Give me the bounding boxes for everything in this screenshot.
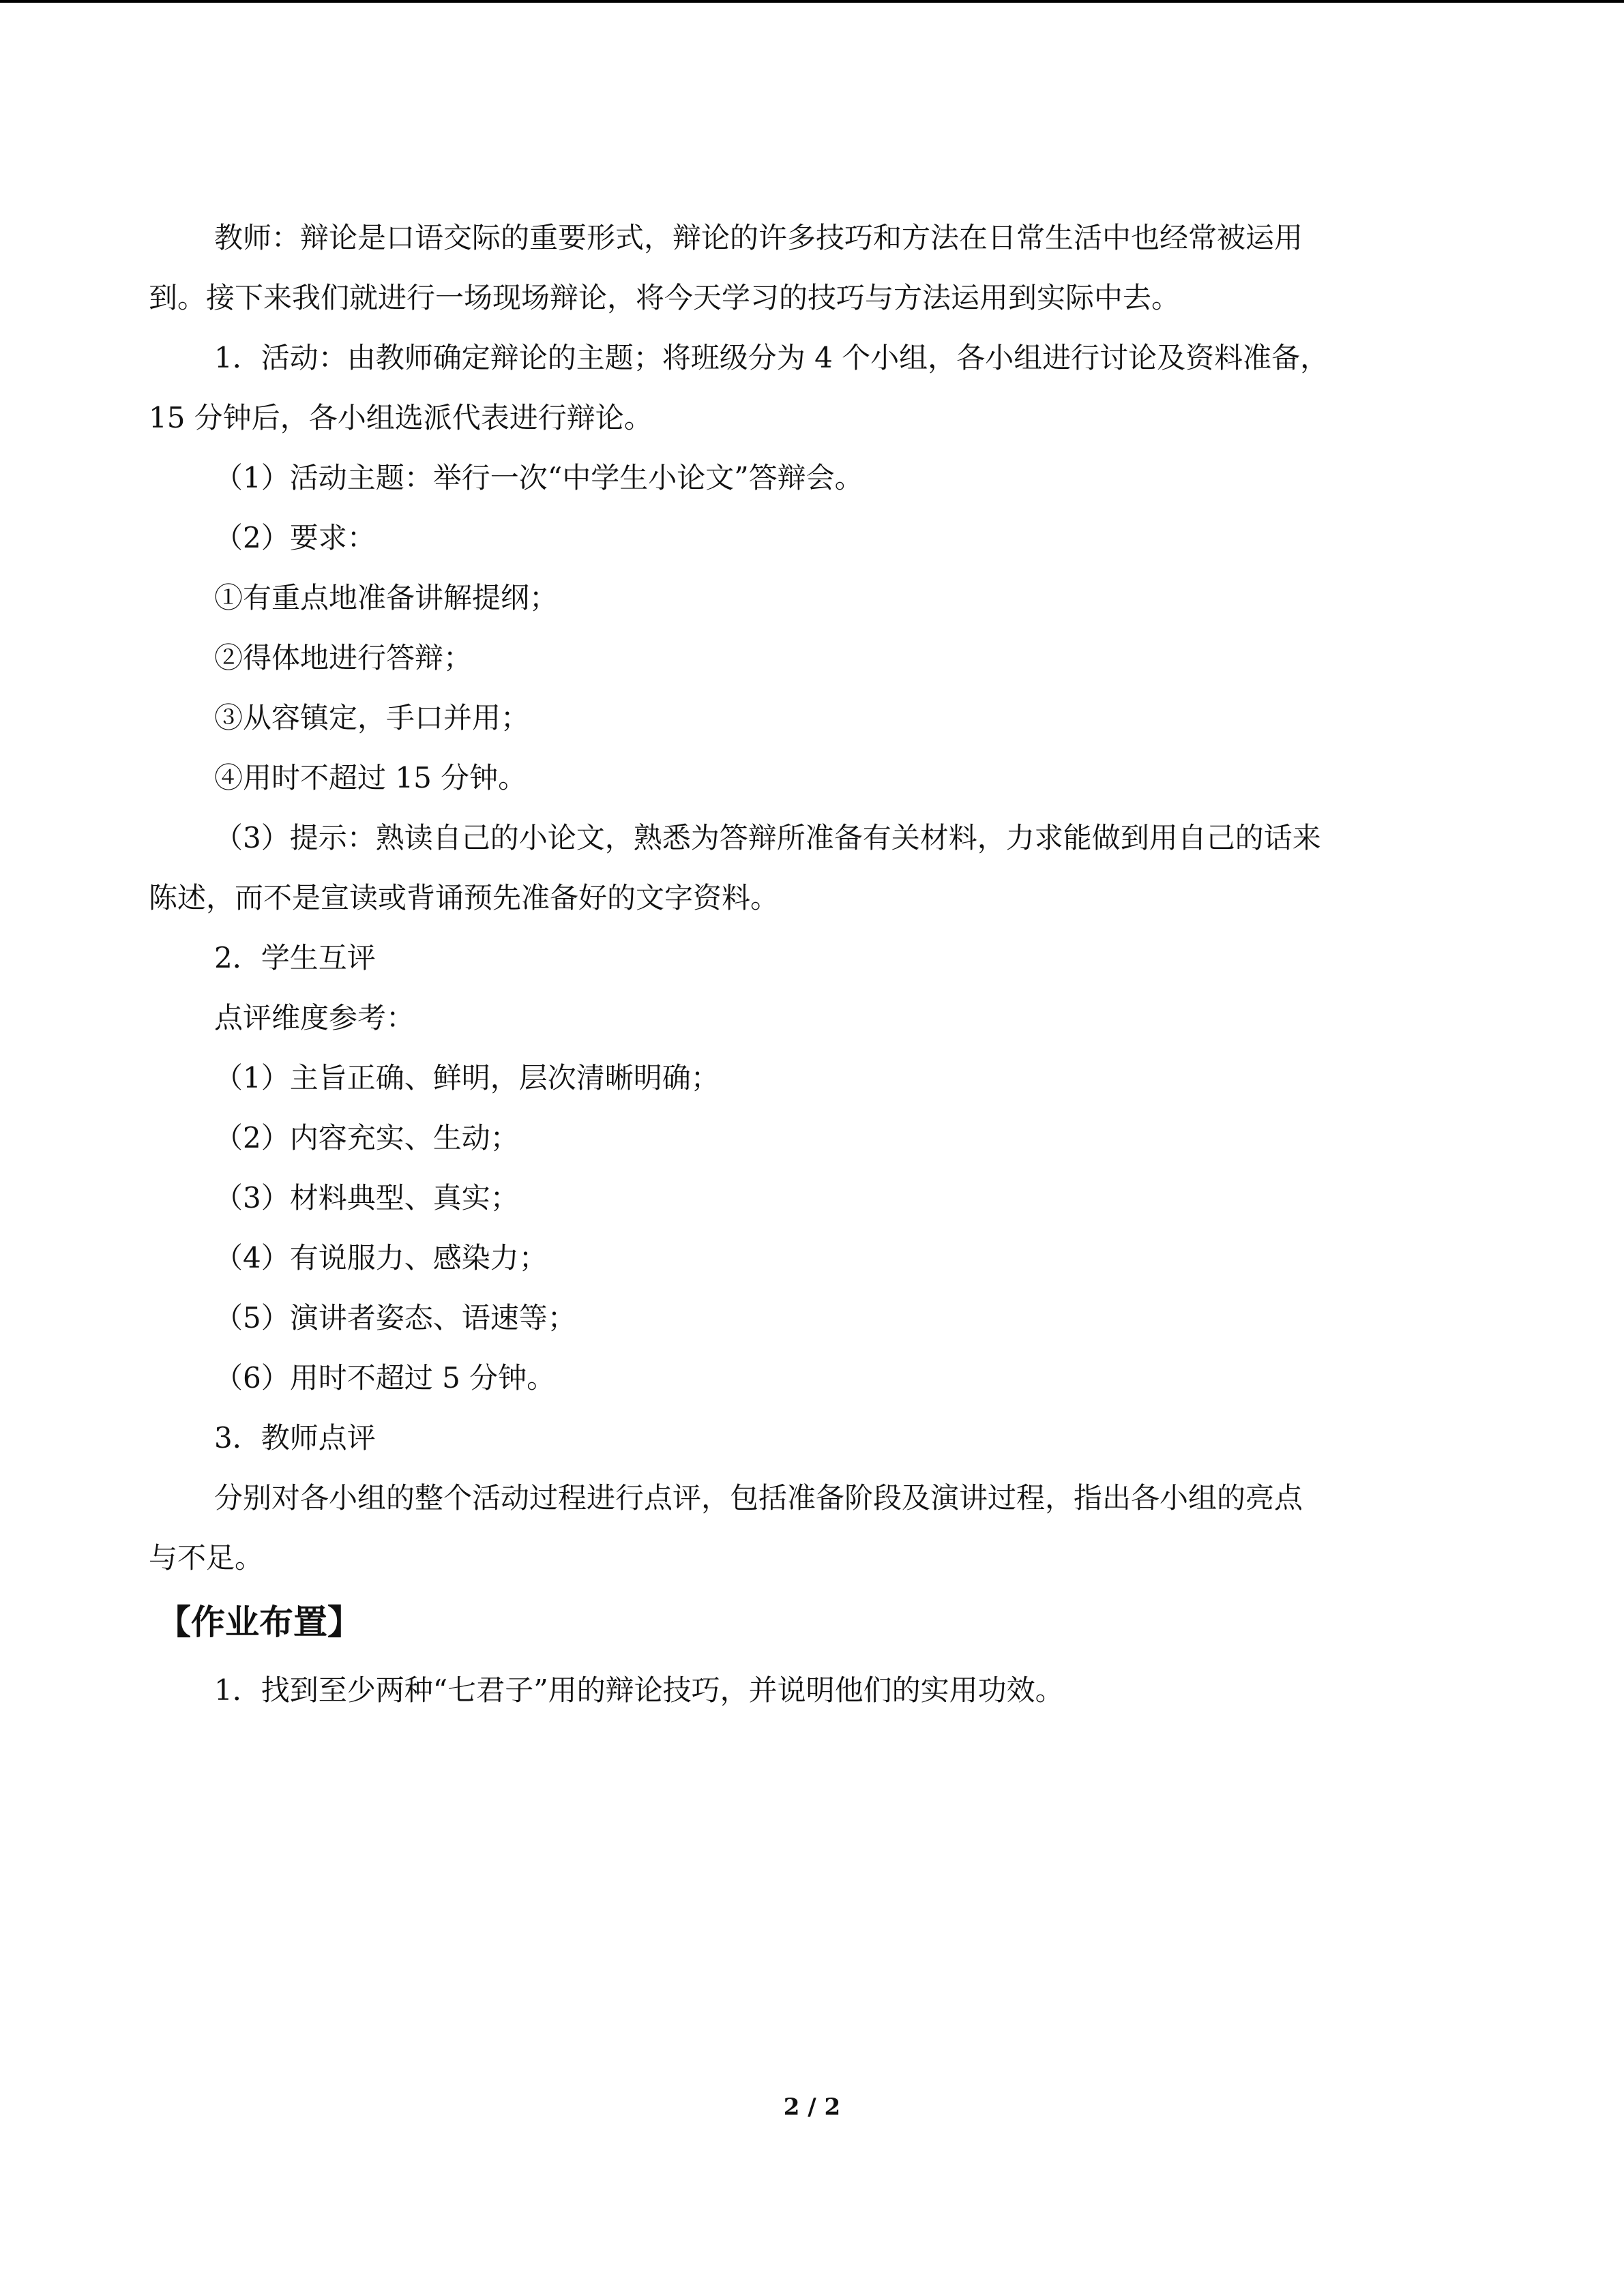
page-number: 2 / 2 [783, 2093, 841, 2121]
homework-heading: 【作业布置】 [157, 1602, 361, 1642]
activity-requirements: （2）要求： [214, 521, 376, 554]
review-criterion-6: （6）用时不超过 5 分钟。 [214, 1361, 556, 1395]
requirement-item-1: ①有重点地准备讲解提纲； [214, 581, 559, 614]
activity-tips: （3）提示：熟读自己的小论文，熟悉为答辩所准备有关材料，力求能做到用自己的话来 [214, 821, 1321, 854]
review-criterion-2: （2）内容充实、生动； [214, 1121, 519, 1154]
document-body [149, 208, 1479, 1720]
activity-tips-cont: 陈述，而不是宣读或背诵预先准备好的文字资料。 [149, 881, 780, 914]
review-criterion-3: （3）材料典型、真实； [214, 1181, 519, 1214]
requirement-item-2: ②得体地进行答辩； [214, 641, 473, 674]
review-criterion-1: （1）主旨正确、鲜明，层次清晰明确； [214, 1061, 720, 1094]
teacher-review-text-cont: 与不足。 [149, 1541, 264, 1575]
requirement-item-4: ④用时不超过 15 分钟。 [214, 761, 527, 794]
review-criterion-5: （5）演讲者姿态、语速等； [214, 1301, 576, 1335]
paragraph-teacher-intro: 教师：辩论是口语交际的重要形式，辩论的许多技巧和方法在日常生活中也经常被运用 [214, 221, 1303, 254]
review-criterion-4: （4）有说服力、感染力； [214, 1241, 548, 1274]
section-teacher-review: 3．教师点评 [214, 1421, 376, 1455]
paragraph-activity: 1．活动：由教师确定辩论的主题；将班级分为 4 个小组，各小组进行讨论及资料准备， [214, 341, 1329, 374]
teacher-review-text: 分别对各小组的整个活动过程进行点评，包括准备阶段及演讲过程，指出各小组的亮点 [214, 1481, 1303, 1515]
top-border-line [0, 0, 1624, 3]
paragraph-activity-cont: 15 分钟后，各小组选派代表进行辩论。 [149, 401, 653, 434]
activity-theme: （1）活动主题：举行一次“中学生小论文”答辩会。 [214, 461, 863, 494]
section-peer-review: 2．学生互评 [214, 941, 376, 974]
homework-item: 1．找到至少两种“七君子”用的辩论技巧，并说明他们的实用功效。 [214, 1673, 1064, 1707]
paragraph-teacher-intro-cont: 到。接下来我们就进行一场现场辩论，将今天学习的技巧与方法运用到实际中去。 [149, 281, 1181, 314]
review-criteria-title: 点评维度参考： [214, 1001, 415, 1034]
requirement-item-3: ③从容镇定，手口并用； [214, 701, 530, 734]
